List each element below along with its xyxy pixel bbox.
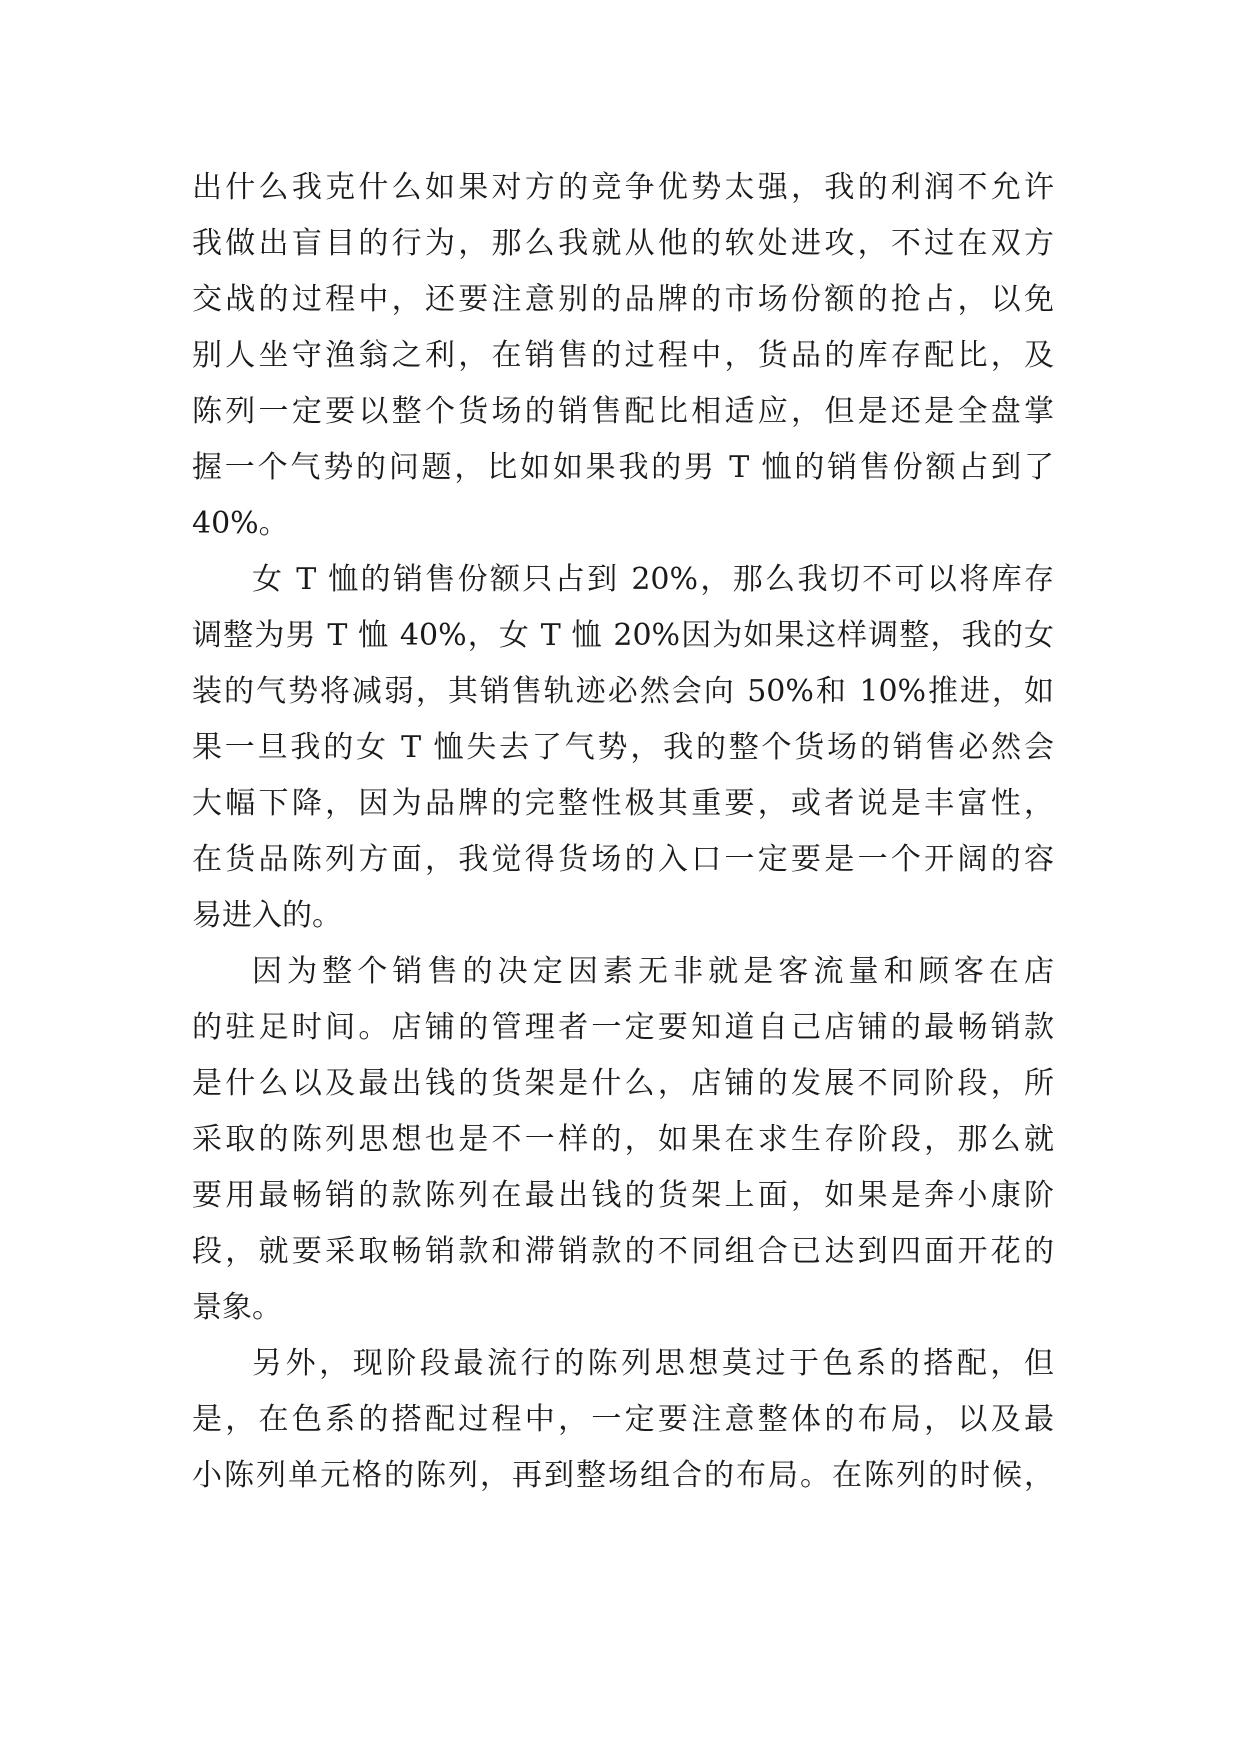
text-line: 大幅下降，因为品牌的完整性极其重要，或者说是丰富性， bbox=[192, 786, 1054, 821]
text-line: 段，就要采取畅销款和滞销款的不同组合已达到四面开花的 bbox=[192, 1234, 1054, 1269]
text-line: 是什么以及最出钱的货架是什么，店铺的发展不同阶段，所 bbox=[192, 1066, 1054, 1101]
text-line: 握一个气势的问题，比如如果我的男 T 恤的销售份额占到了 bbox=[192, 450, 1054, 485]
text-line: 易进入的。 bbox=[192, 898, 342, 933]
paragraph-1 bbox=[192, 160, 1054, 552]
text-line: 陈列一定要以整个货场的销售配比相适应，但是还是全盘掌 bbox=[192, 394, 1054, 429]
text-line: 我做出盲目的行为，那么我就从他的软处进攻，不过在双方 bbox=[192, 226, 1054, 261]
text-line: 另外，现阶段最流行的陈列思想莫过于色系的搭配，但 bbox=[252, 1346, 1054, 1381]
text-line: 在货品陈列方面，我觉得货场的入口一定要是一个开阔的容 bbox=[192, 842, 1054, 877]
paragraph-3 bbox=[192, 944, 1054, 1336]
text-line: 40%。 bbox=[192, 506, 289, 541]
text-line: 交战的过程中，还要注意别的品牌的市场份额的抢占，以免 bbox=[192, 282, 1054, 317]
paragraph-4 bbox=[192, 1336, 1054, 1504]
text-line: 装的气势将减弱，其销售轨迹必然会向 50%和 10%推进，如 bbox=[192, 674, 1054, 709]
text-line: 的驻足时间。店铺的管理者一定要知道自己店铺的最畅销款 bbox=[192, 1010, 1054, 1045]
text-line: 景象。 bbox=[192, 1290, 282, 1325]
text-line: 采取的陈列思想也是不一样的，如果在求生存阶段，那么就 bbox=[192, 1122, 1054, 1157]
body-text bbox=[192, 160, 1054, 1504]
text-line: 别人坐守渔翁之利，在销售的过程中，货品的库存配比，及 bbox=[192, 338, 1054, 373]
text-line: 调整为男 T 恤 40%，女 T 恤 20%因为如果这样调整，我的女 bbox=[192, 618, 1054, 653]
text-line: 果一旦我的女 T 恤失去了气势，我的整个货场的销售必然会 bbox=[192, 730, 1054, 765]
paragraph-2 bbox=[192, 552, 1054, 944]
text-line: 小陈列单元格的陈列，再到整场组合的布局。在陈列的时候， bbox=[192, 1458, 1054, 1493]
text-line: 因为整个销售的决定因素无非就是客流量和顾客在店 bbox=[252, 954, 1054, 989]
text-line: 是，在色系的搭配过程中，一定要注意整体的布局，以及最 bbox=[192, 1402, 1054, 1437]
text-line: 出什么我克什么如果对方的竞争优势太强，我的利润不允许 bbox=[192, 170, 1054, 205]
text-line: 女 T 恤的销售份额只占到 20%，那么我切不可以将库存 bbox=[252, 562, 1054, 597]
text-line: 要用最畅销的款陈列在最出钱的货架上面，如果是奔小康阶 bbox=[192, 1178, 1054, 1213]
